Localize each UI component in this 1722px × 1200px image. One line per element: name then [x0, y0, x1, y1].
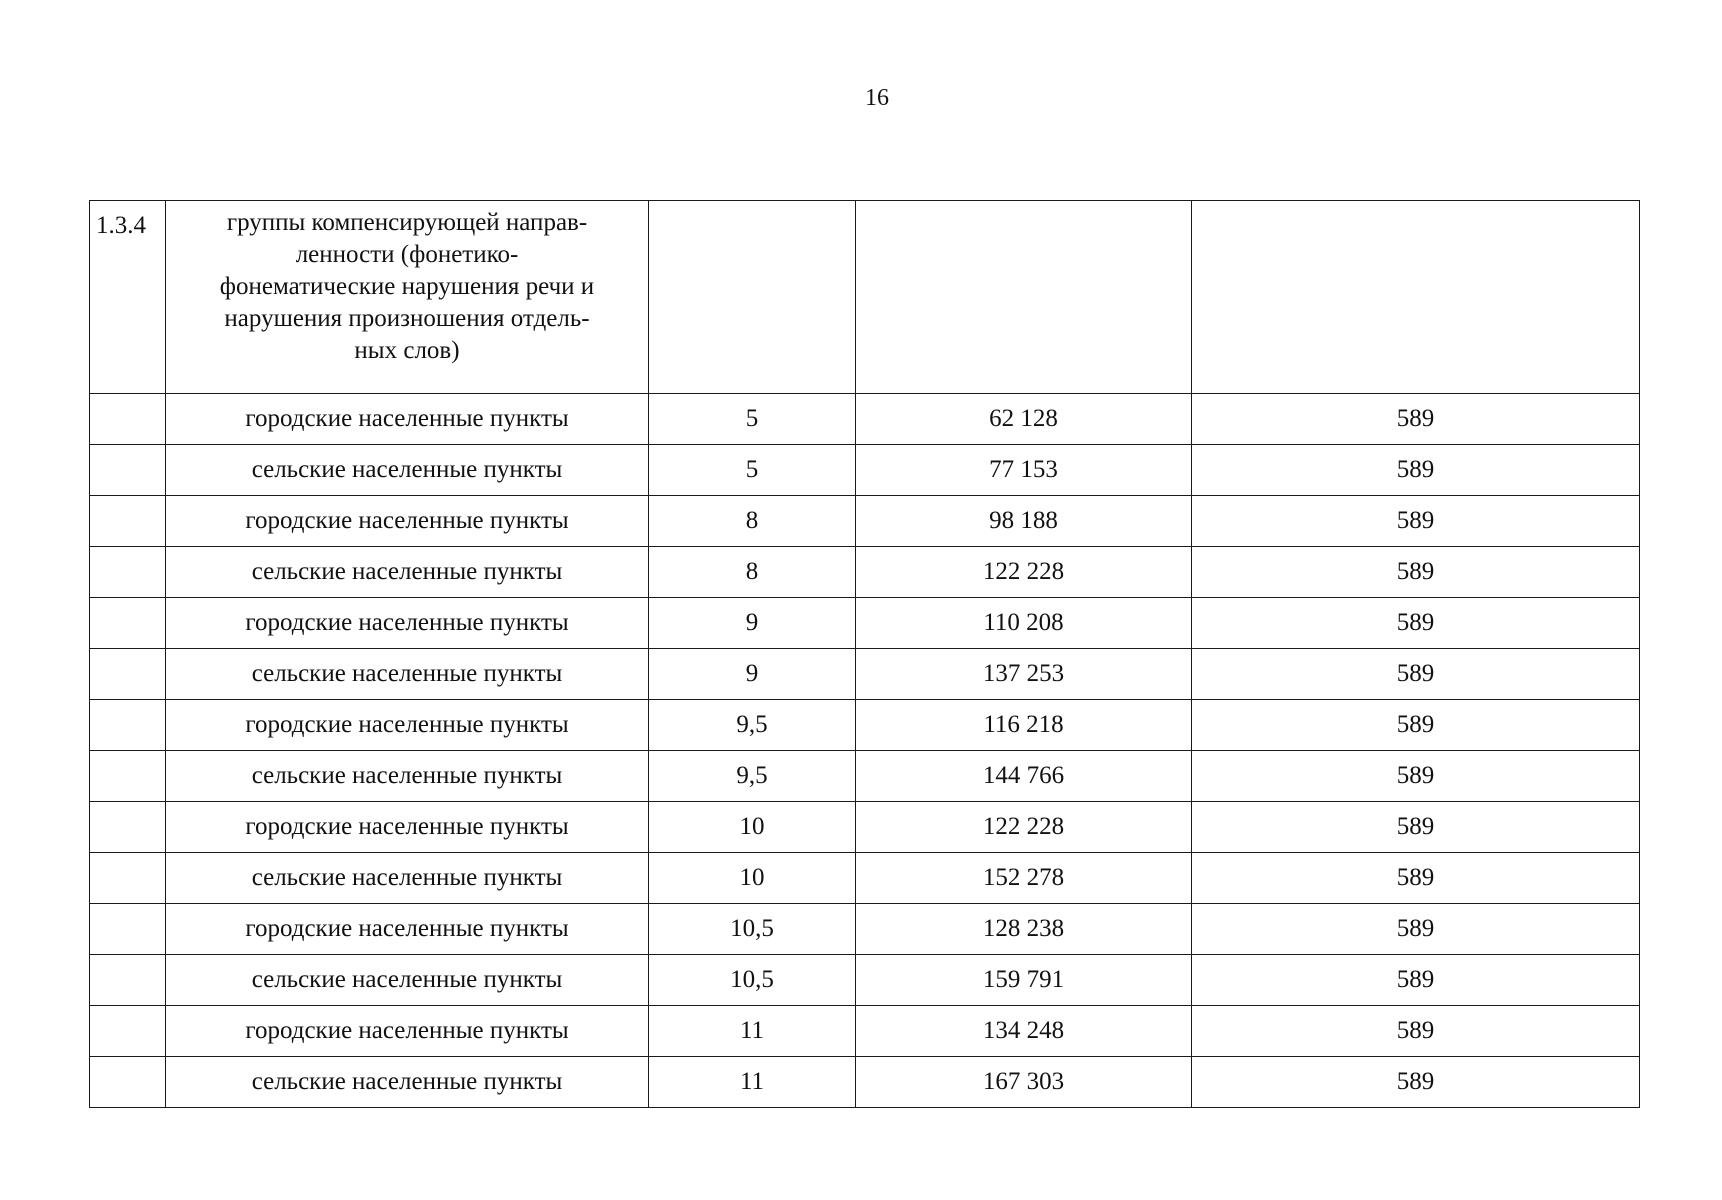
table-row [90, 751, 1640, 802]
rate-cell: 589 [1192, 547, 1640, 598]
page-number: 16 [865, 85, 889, 111]
tariff-table [89, 200, 1640, 1108]
row-number-cell [90, 1006, 166, 1057]
rate-cell: 589 [1192, 700, 1640, 751]
amount-cell: 159 791 [856, 955, 1192, 1006]
hours-cell: 9,5 [649, 751, 856, 802]
row-number-cell [90, 751, 166, 802]
table-row [90, 853, 1640, 904]
rate-cell: 589 [1192, 955, 1640, 1006]
table-row [90, 547, 1640, 598]
locality-cell: сельские населенные пункты [166, 445, 649, 496]
amount-cell: 98 188 [856, 496, 1192, 547]
rate-cell: 589 [1192, 751, 1640, 802]
amount-cell: 77 153 [856, 445, 1192, 496]
section-hours-cell [649, 201, 856, 394]
amount-cell: 122 228 [856, 547, 1192, 598]
hours-cell: 10,5 [649, 955, 856, 1006]
rate-cell: 589 [1192, 904, 1640, 955]
amount-cell: 122 228 [856, 802, 1192, 853]
locality-cell: сельские населенные пункты [166, 853, 649, 904]
table-row [90, 802, 1640, 853]
row-number-cell [90, 700, 166, 751]
section-amount-cell [856, 201, 1192, 394]
section-title-line: ных слов) [354, 337, 460, 364]
section-number: 1.3.4 [90, 201, 166, 394]
amount-cell: 137 253 [856, 649, 1192, 700]
locality-cell: городские населенные пункты [166, 496, 649, 547]
rate-cell: 589 [1192, 394, 1640, 445]
rate-cell: 589 [1192, 598, 1640, 649]
row-number-cell [90, 445, 166, 496]
row-number-cell [90, 598, 166, 649]
locality-cell: городские населенные пункты [166, 394, 649, 445]
rate-cell: 589 [1192, 496, 1640, 547]
locality-cell: сельские населенные пункты [166, 547, 649, 598]
locality-cell: городские населенные пункты [166, 904, 649, 955]
hours-cell: 5 [649, 394, 856, 445]
row-number-cell [90, 904, 166, 955]
amount-cell: 110 208 [856, 598, 1192, 649]
table-row [90, 1057, 1640, 1108]
section-title [166, 201, 649, 394]
row-number-cell [90, 394, 166, 445]
rate-cell: 589 [1192, 445, 1640, 496]
locality-cell: городские населенные пункты [166, 802, 649, 853]
row-number-cell [90, 1057, 166, 1108]
row-number-cell [90, 853, 166, 904]
locality-cell: городские населенные пункты [166, 598, 649, 649]
section-row [90, 201, 1640, 394]
hours-cell: 8 [649, 496, 856, 547]
amount-cell: 144 766 [856, 751, 1192, 802]
section-title-line: нарушения произношения отдель- [224, 305, 590, 332]
hours-cell: 10 [649, 853, 856, 904]
section-rate-cell [1192, 201, 1640, 394]
hours-cell: 10,5 [649, 904, 856, 955]
locality-cell: городские населенные пункты [166, 700, 649, 751]
hours-cell: 10 [649, 802, 856, 853]
row-number-cell [90, 649, 166, 700]
locality-cell: сельские населенные пункты [166, 955, 649, 1006]
amount-cell: 134 248 [856, 1006, 1192, 1057]
rate-cell: 589 [1192, 1057, 1640, 1108]
section-title-line: фонематические нарушения речи и [219, 273, 595, 300]
hours-cell: 9 [649, 649, 856, 700]
hours-cell: 11 [649, 1057, 856, 1108]
locality-cell: сельские населенные пункты [166, 751, 649, 802]
rate-cell: 589 [1192, 802, 1640, 853]
amount-cell: 167 303 [856, 1057, 1192, 1108]
row-number-cell [90, 955, 166, 1006]
hours-cell: 9 [649, 598, 856, 649]
table-row [90, 1006, 1640, 1057]
section-title-line: группы компенсирующей направ- [226, 209, 588, 236]
hours-cell: 8 [649, 547, 856, 598]
hours-cell: 9,5 [649, 700, 856, 751]
table-row [90, 445, 1640, 496]
row-number-cell [90, 496, 166, 547]
section-title-line: ленности (фонетико- [295, 241, 519, 268]
table-body [90, 201, 1640, 1108]
table-row [90, 700, 1640, 751]
table-row [90, 394, 1640, 445]
table-row [90, 955, 1640, 1006]
hours-cell: 5 [649, 445, 856, 496]
rate-cell: 589 [1192, 1006, 1640, 1057]
rate-cell: 589 [1192, 853, 1640, 904]
locality-cell: сельские населенные пункты [166, 649, 649, 700]
locality-cell: городские населенные пункты [166, 1006, 649, 1057]
amount-cell: 128 238 [856, 904, 1192, 955]
row-number-cell [90, 802, 166, 853]
amount-cell: 116 218 [856, 700, 1192, 751]
table-row [90, 496, 1640, 547]
rate-cell: 589 [1192, 649, 1640, 700]
table-row [90, 904, 1640, 955]
amount-cell: 62 128 [856, 394, 1192, 445]
table-row [90, 598, 1640, 649]
amount-cell: 152 278 [856, 853, 1192, 904]
row-number-cell [90, 547, 166, 598]
locality-cell: сельские населенные пункты [166, 1057, 649, 1108]
hours-cell: 11 [649, 1006, 856, 1057]
table-row [90, 649, 1640, 700]
